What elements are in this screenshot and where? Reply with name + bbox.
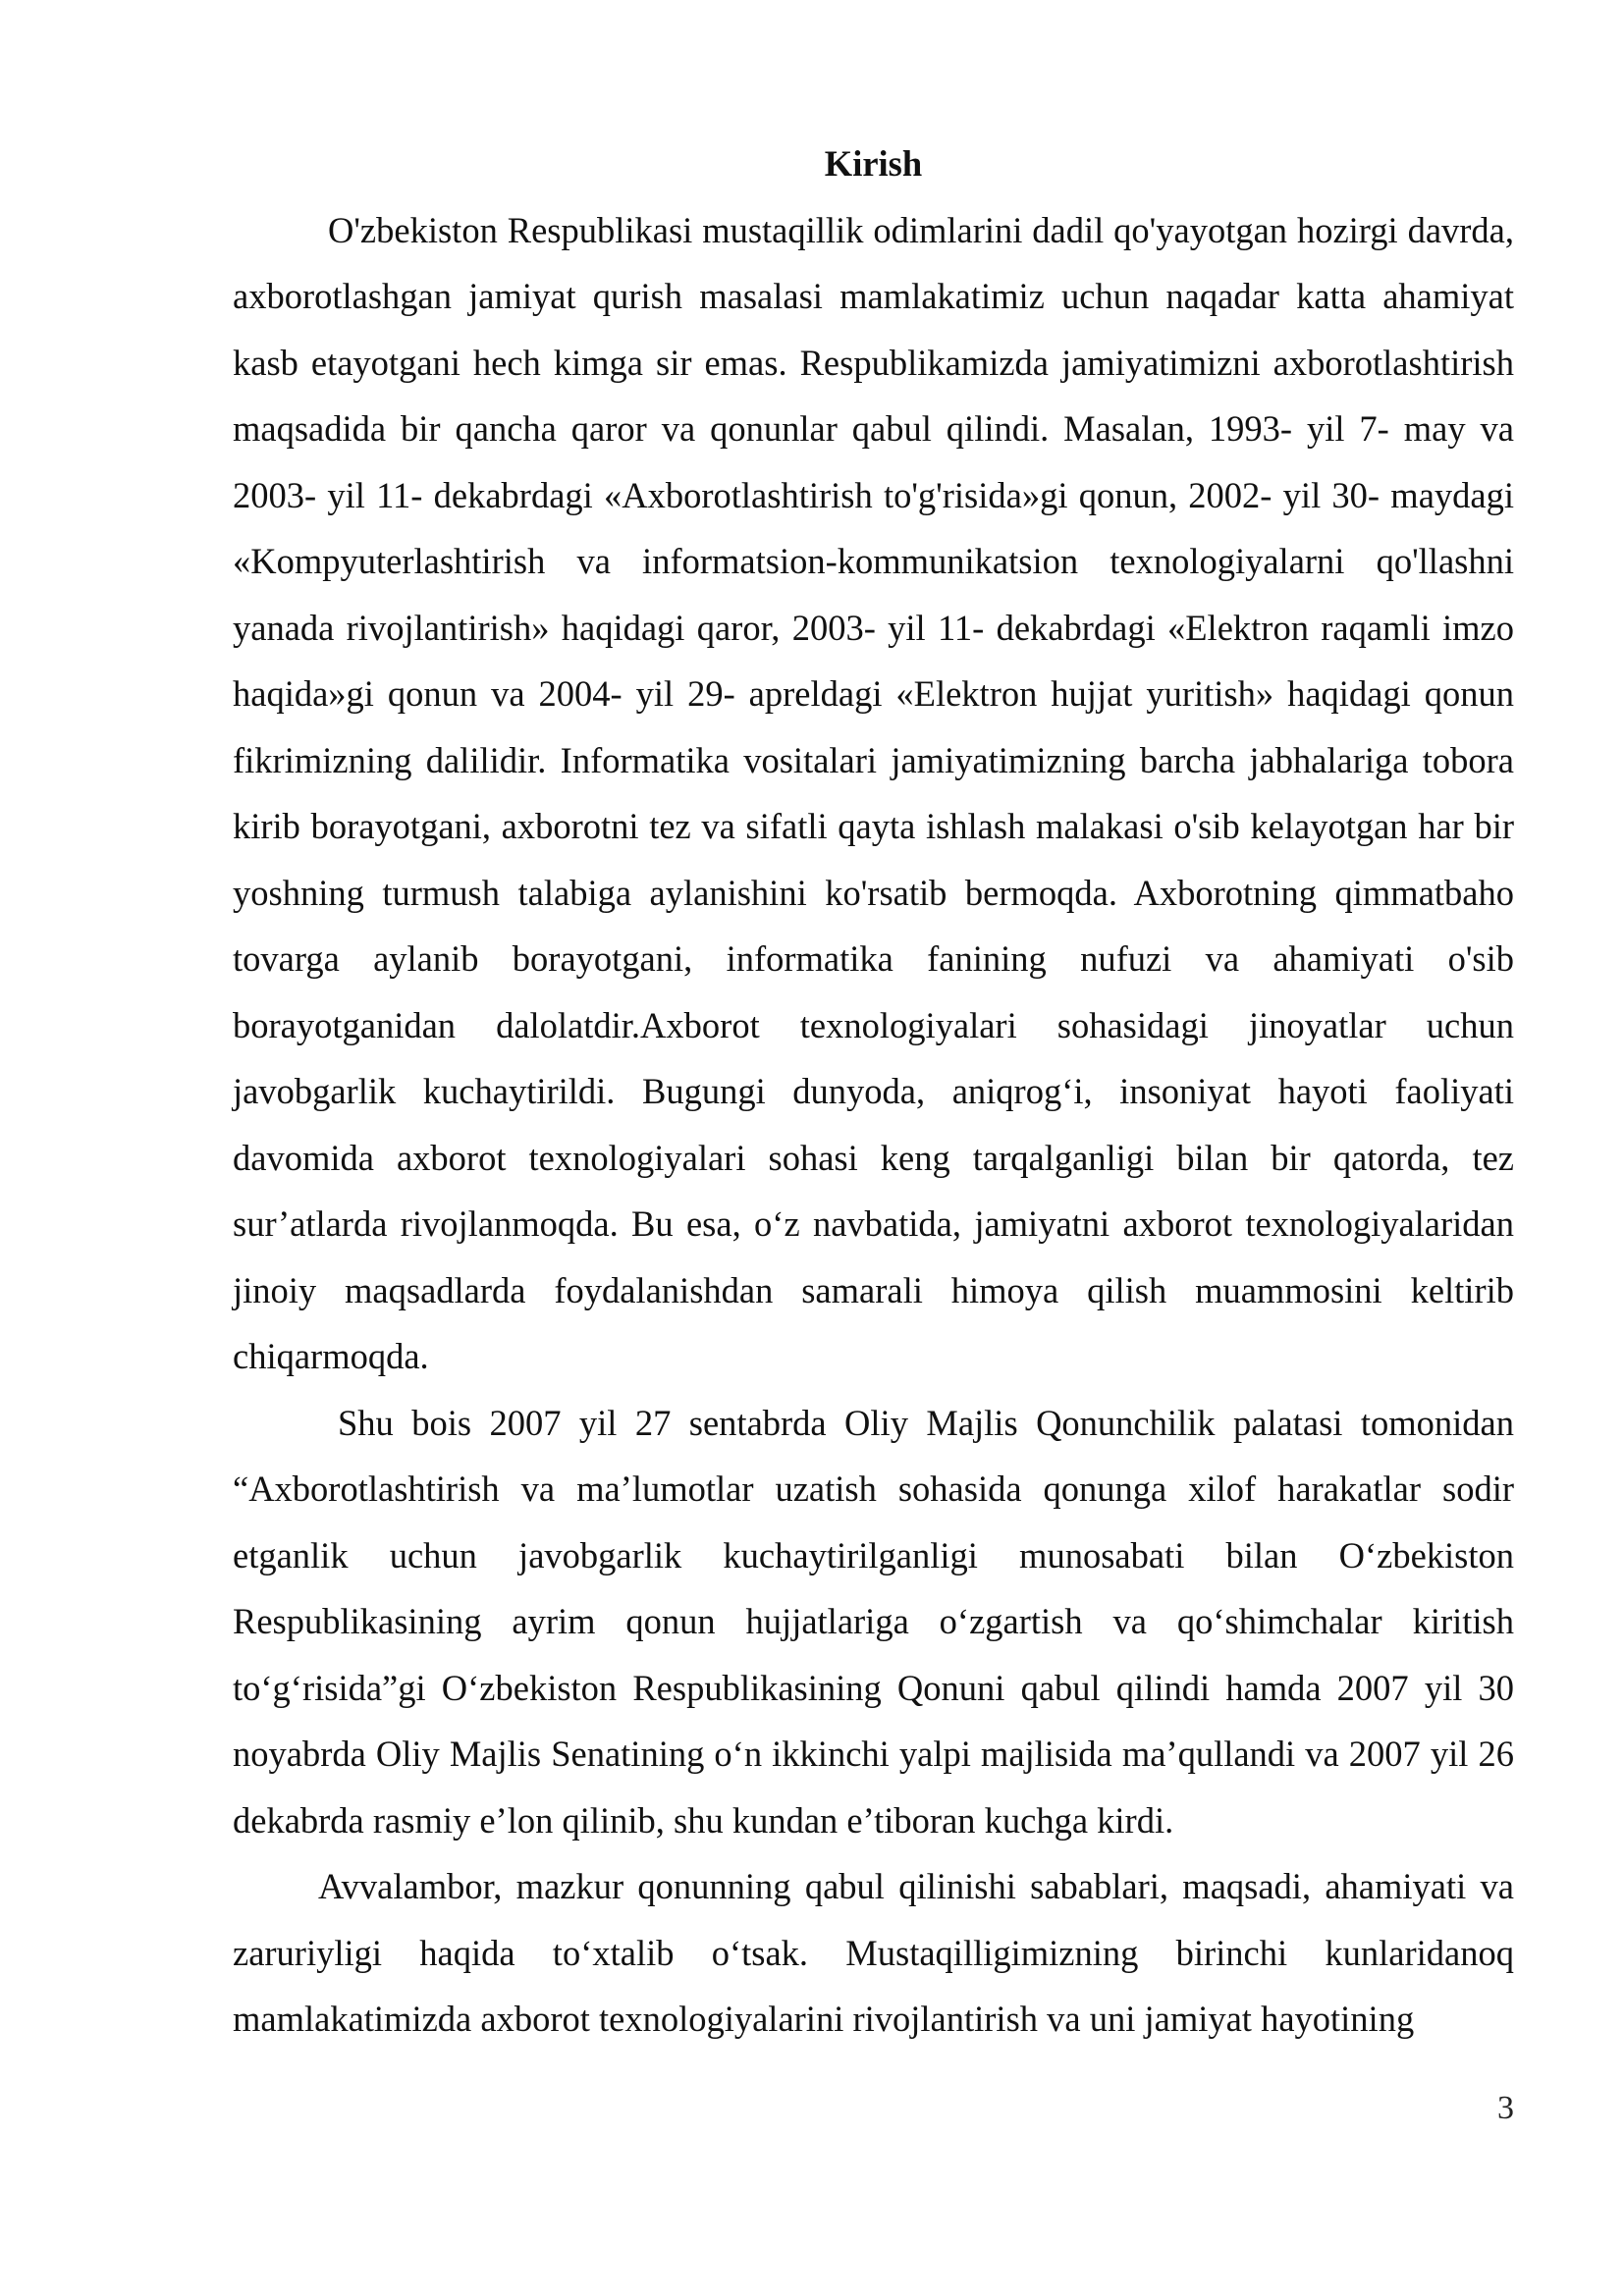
paragraph-1: O'zbekiston Respublikasi mustaqillik odimlarini dadil qo'yayotgan hozirgi davrda, axborotlashgan jamiyat qurish masalasi mamlakatimiz uchun naqadar katta ahamiyat kasb etayotgani hech kimga sir emas. Respublikamizda jamiyatimizni axborotlashtirish maqsadida bir qancha qaror va qonunlar qabul qilindi. Masalan, 1993- yil 7- may va 2003- yil 11- dekabrdagi «Axborotlashtirish to'g'risida»gi qonun, 2002- yil 30- maydagi «Kompyuterlashtirish va informatsion-kommunikatsion texnologiyalarni qo'llashni yanada rivojlantirish» haqidagi qaror, 2003- yil 11- dekabrdagi «Elektron raqamli imzo haqida»gi qonun va 2004- yil 29- apreldagi «Elektron hujjat yuritish» haqidagi qonun fikrimizning dalilidir. Informatika vositalari jamiyatimizning barcha jabhalariga tobora kirib borayotgani, axborotni tez va sifatli qayta ishlash malakasi o'sib kelayotgan har bir yoshning turmush talabiga aylanishini ko'rsatib bermoqda. Axborotning qimmatbaho tovarga aylanib borayotgani, informatika fanining nufuzi va ahamiyati o'sib borayotganidan dalolatdir.Axborot texnologiyalari sohasidagi jinoyatlar uchun javobgarlik kuchaytirildi. Bugungi dunyoda, aniqrog‘i, insoniyat hayoti faoliyati davomida axborot texnologiyalari sohasi keng tarqalganligi bilan bir qatorda, tez sur’atlarda rivojlanmoqda. Bu esa, o‘z navbatida, jamiyatni axborot texnologiyalaridan jinoiy maqsadlarda foydalanishdan samarali himoya qilish muammosini keltirib chiqarmoqda. (233, 209, 1514, 1376)
page-number: 3 (1497, 2090, 1514, 2126)
paragraph-3: Avvalambor, mazkur qonunning qabul qilinishi sabablari, maqsadi, ahamiyati va zaruriyligi haqida to‘xtalib o‘tsak. Mustaqilligimizning birinchi kunlaridanoq mamlakatimizda axborot texnologiyalarini rivojlantirish va uni jamiyat hayotining (233, 1866, 1514, 2039)
paragraph-2: Shu bois 2007 yil 27 sentabrda Oliy Majlis Qonunchilik palatasi tomonidan “Axborotlashtirish va ma’lumotlar uzatish sohasida qonunga xilof harakatlar sodir etganlik uchun javobgarlik kuchaytirilganligi munosabati bilan O‘zbekiston Respublikasining ayrim qonun hujjatlariga o‘zgartish va qo‘shimchalar kiritish to‘g‘risida”gi O‘zbekiston Respublikasining Qonuni qabul qilindi hamda 2007 yil 30 noyabrda Oliy Majlis Senatining o‘n ikkinchi yalpi majlisida ma’qullandi va 2007 yil 26 dekabrda rasmiy e’lon qilinib, shu kundan e’tiboran kuchga kirdi. (233, 1402, 1514, 1841)
document-body (233, 131, 1514, 2053)
document-title: Kirish (824, 143, 923, 184)
